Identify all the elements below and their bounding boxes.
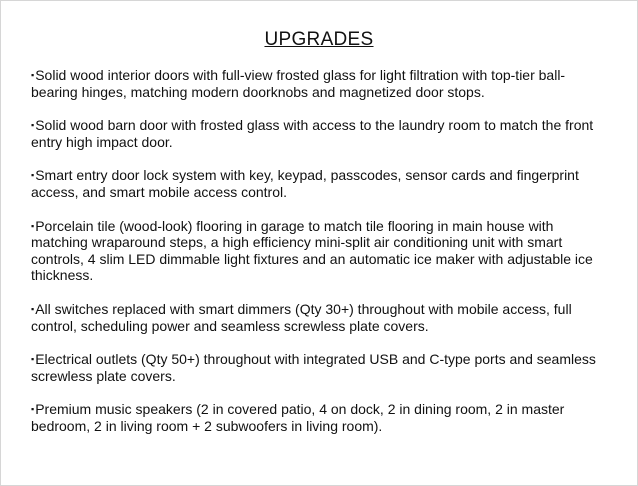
list-item-text: Solid wood interior doors with full-view frosted glass for light filtration with top-tier ball-bearing hinges, matching modern doorknobs and magnetized door stops. [31,67,566,100]
list-item-text: All switches replaced with smart dimmers (Qty 30+) throughout with mobile access, full control, scheduling power and seamless screwless plate covers. [31,300,572,334]
list-item [31,67,611,100]
list-item [31,301,611,334]
bullet-icon: ▪ [31,354,35,365]
bullet-icon: ▪ [31,303,35,314]
list-item [31,218,611,284]
bullet-icon: ▪ [31,220,35,231]
list-item [31,401,611,434]
bullet-icon: ▪ [31,170,35,181]
upgrade-list [31,67,611,452]
list-item-text: Electrical outlets (Qty 50+) throughout with integrated USB and C-type ports and seamless screwless plate covers. [31,351,596,384]
list-item [31,117,611,150]
list-item [31,167,611,200]
page-title: UPGRADES [264,29,374,50]
bullet-icon: ▪ [31,404,35,415]
list-item-text: Porcelain tile (wood-look) flooring in garage to match tile flooring in main house with matching wraparound steps, a high efficiency mini-split air conditioning unit with smart controls, 4 slim LED dimmable light fixtures and an automatic ice maker with adjustable ice thickness. [31,217,593,284]
bullet-icon: ▪ [31,70,35,80]
list-item [31,351,611,384]
list-item-text: Smart entry door lock system with key, keypad, passcodes, sensor cards and fingerprint access, and smart mobile access control. [31,167,579,200]
list-item-text: Solid wood barn door with frosted glass with access to the laundry room to match the front entry high impact door. [31,117,594,150]
bullet-icon: ▪ [31,120,35,131]
list-item-text: Premium music speakers (2 in covered patio, 4 on dock, 2 in dining room, 2 in master bedroom, 2 in living room + 2 subwoofers in living room). [31,401,565,434]
